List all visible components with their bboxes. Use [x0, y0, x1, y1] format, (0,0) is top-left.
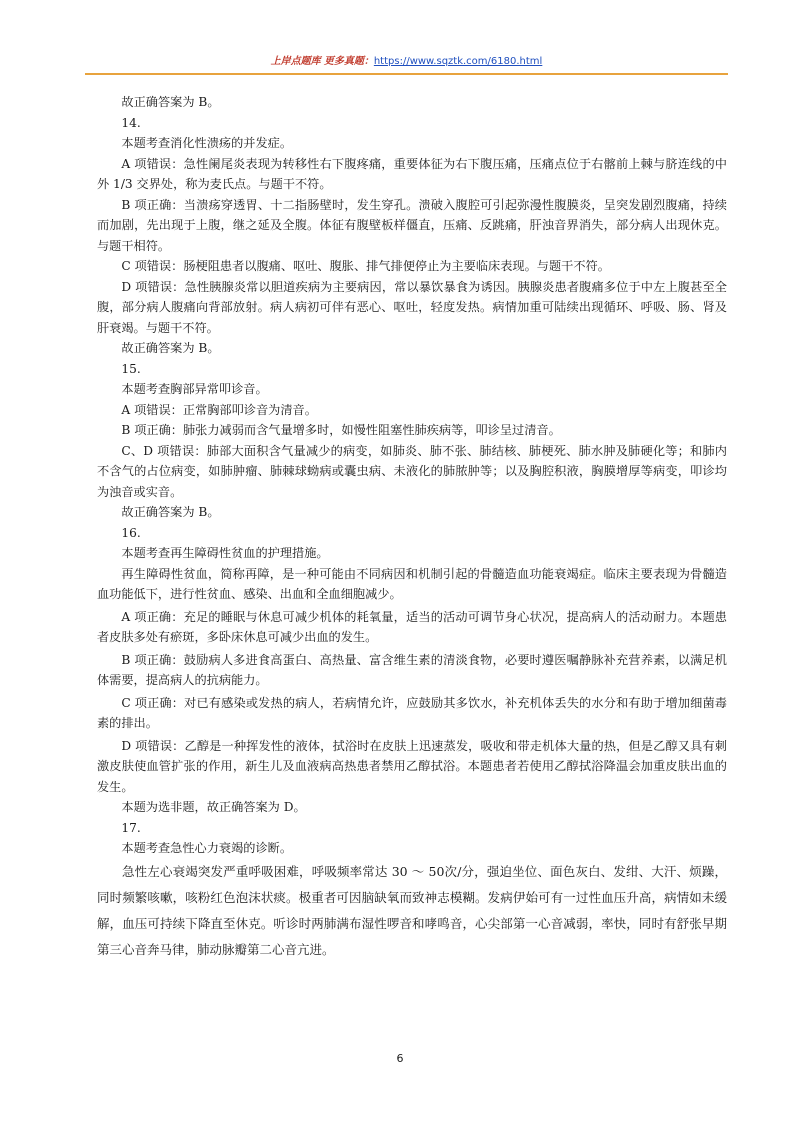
option-explanation: B 项正确：肺张力减弱而含气量增多时，如慢性阻塞性肺疾病等，叩诊呈过清音。: [121, 423, 561, 437]
answer-line: 故正确答案为 B。: [121, 505, 220, 519]
page-content: [97, 92, 727, 963]
option-explanation: A 项错误：急性阑尾炎表现为转移性右下腹疼痛，重要体征为右下腹压痛，压痛点位于右髂前上棘与脐连线的中外 1/3 交界处，称为麦氏点。与题干不符。: [97, 156, 727, 191]
answer-line: 故正确答案为 B。: [121, 95, 220, 109]
answer-line: 故正确答案为 B。: [121, 341, 220, 355]
background-paragraph: 再生障碍性贫血，简称再障，是一种可能由不同病因和机制引起的骨髓造血功能衰竭症。临床主要表现为骨髓造血功能低下，进行性贫血、感染、出血和全血细胞减少。: [97, 566, 727, 601]
answer-line: 本题为选非题，故正确答案为 D。: [121, 800, 306, 814]
option-explanation: C 项错误：肠梗阻患者以腹痛、呕吐、腹胀、排气排便停止为主要临床表现。与题干不符。: [121, 259, 610, 273]
question-number: 14.: [121, 115, 141, 130]
topic-line: 本题考查再生障碍性贫血的护理措施。: [121, 546, 329, 560]
diagnosis-paragraph: 急性左心衰竭突发严重呼吸困难，呼吸频率常达 30 ～ 50次/分，强迫坐位、面色灰白、发绀、大汗、烦躁，同时频繁咳嗽，咳粉红色泡沫状痰。极重者可因脑缺氧而致神志模糊。发病伊始可有一过性血压升高，病情如未缓解，血压可持续下降直至休克。听诊时两肺满布湿性啰音和哮鸣音，心尖部第一心音减弱，率快，同时有舒张早期第三心音奔马律，肺动脉瓣第二心音亢进。: [97, 863, 727, 957]
option-explanation: B 项正确：当溃疡穿透胃、十二指肠壁时，发生穿孔。溃破入腹腔可引起弥漫性腹膜炎，呈突发剧烈腹痛，持续而加剧，先出现于上腹，继之延及全腹。体征有腹壁板样僵直，压痛、反跳痛，肝浊音界消失，部分病人出现休克。与题干相符。: [97, 197, 727, 253]
option-explanation: D 项错误：乙醇是一种挥发性的液体，拭浴时在皮肤上迅速蒸发，吸收和带走机体大量的热，但是乙醇又具有刺激皮肤使血管扩张的作用，新生儿及血液病高热患者禁用乙醇拭浴。本题患者若使用乙醇拭浴降温会加重皮肤出血的发生。: [97, 738, 727, 794]
option-explanation: D 项错误：急性胰腺炎常以胆道疾病为主要病因，常以暴饮暴食为诱因。胰腺炎患者腹痛多位于中左上腹甚至全腹，部分病人腹痛向背部放射。病人病初可伴有恶心、呕吐，轻度发热。病情加重可陆续出现循环、呼吸、肠、肾及肝衰竭。与题干不符。: [97, 279, 727, 335]
header-brand: 上岸点题库: [270, 56, 321, 67]
question-number: 17.: [121, 820, 141, 835]
option-explanation: A 项正确：充足的睡眠与休息可减少机体的耗氧量，适当的活动可调节身心状况，提高病人的活动耐力。本题患者皮肤多处有瘀斑，多卧床休息可减少出血的发生。: [97, 609, 727, 644]
topic-line: 本题考查急性心力衰竭的诊断。: [121, 841, 293, 855]
question-number: 16.: [121, 525, 141, 540]
header-url-link[interactable]: https://www.sqztk.com/6180.html: [373, 56, 543, 67]
question-number: 15.: [121, 361, 141, 376]
option-explanation: B 项正确：鼓励病人多进食高蛋白、高热量、富含维生素的清淡食物，必要时遵医嘱静脉补充营养素，以满足机体需要，提高病人的抗病能力。: [97, 652, 727, 687]
option-explanation: A 项错误：正常胸部叩诊音为清音。: [121, 402, 317, 417]
header-more-label: 更多真题：: [323, 56, 374, 67]
header-divider: [85, 73, 728, 75]
topic-line: 本题考查消化性溃疡的并发症。: [121, 136, 293, 150]
option-explanation: C、D 项错误：肺部大面积含气量减少的病变，如肺炎、肺不张、肺结核、肺梗死、肺水肿及肺硬化等；和肺内不含气的占位病变，如肺肿瘤、肺棘球蚴病或囊虫病、未液化的肺脓肿等；以及胸腔积液，胸膜增厚等病变，叩诊均为浊音或实音。: [97, 443, 727, 499]
page-number: 6: [396, 1052, 404, 1065]
page-header: [85, 55, 728, 69]
topic-line: 本题考查胸部异常叩诊音。: [121, 382, 268, 396]
option-explanation: C 项正确：对已有感染或发热的病人，若病情允许，应鼓励其多饮水，补充机体丢失的水分和有助于增加细菌毒素的排出。: [97, 695, 727, 730]
